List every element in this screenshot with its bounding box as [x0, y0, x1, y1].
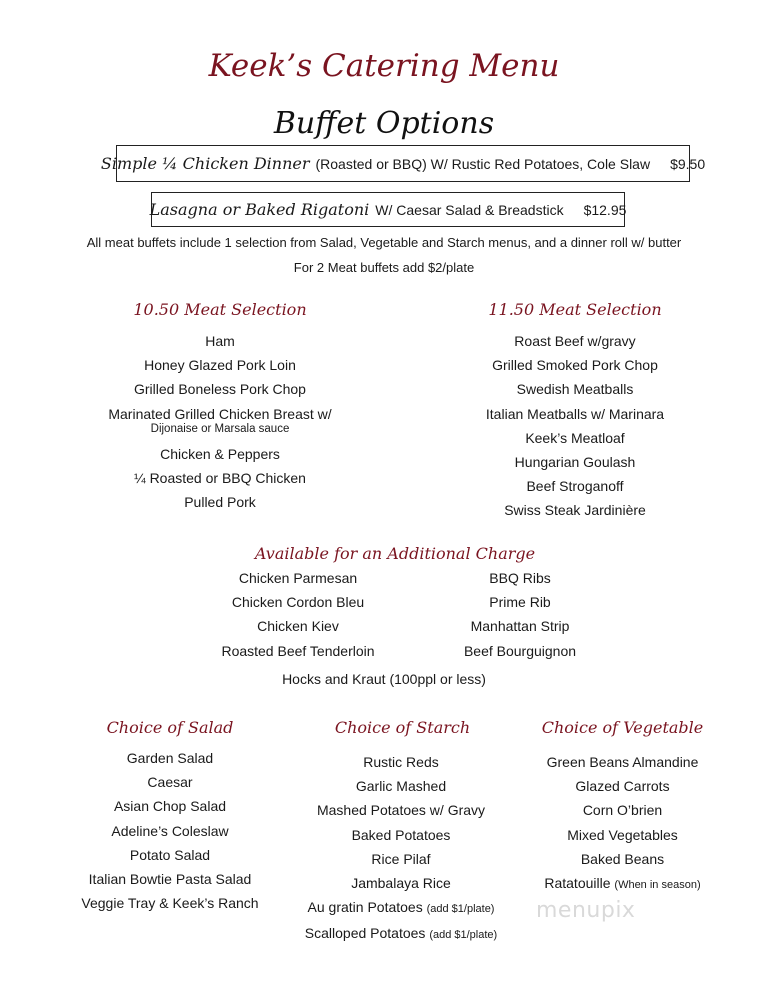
buffet-name: Simple ¼ Chicken Dinner [100, 154, 310, 173]
list-item: Keek’s Meatloaf [525, 429, 625, 446]
season-note: (When in season) [614, 879, 701, 892]
meat-1050-list [60, 329, 380, 514]
list-item: Italian Meatballs w/ Marinara [485, 405, 665, 422]
list-item: Chicken Kiev [257, 618, 339, 635]
buffet-box-lasagna [151, 192, 625, 227]
list-item: Mashed Potatoes w/ Gravy [316, 802, 486, 819]
list-item-label: Ratatouille [544, 875, 611, 892]
list-item-label: Au gratin Potatoes [307, 899, 423, 916]
list-item: Hungarian Goulash [514, 454, 636, 471]
sauce-note: Dijonaise or Marsala sauce [150, 422, 290, 435]
buffet-desc: (Roasted or BBQ) W/ Rustic Red Potatoes, Cole Slaw [315, 155, 651, 172]
list-item: Jambalaya Rice [351, 875, 451, 892]
list-item: BBQ Ribs [489, 570, 551, 586]
list-item: Roast Beef w/gravy [514, 333, 636, 349]
additional-right-list [420, 566, 620, 663]
list-item: Mixed Vegetables [567, 826, 678, 843]
list-item [505, 871, 740, 897]
list-item: Adeline’s Coleslaw [111, 822, 229, 839]
list-item: Beef Bourguignon [463, 642, 577, 659]
buffet-desc: W/ Caesar Salad & Breadstick [375, 201, 564, 218]
list-item-label: Marinated Grilled Chicken Breast w/ [108, 405, 332, 422]
vegetable-list [505, 750, 740, 897]
meat-1150-heading: 11.50 Meat Selection [488, 300, 662, 319]
vegetable-heading: Choice of Vegetable [541, 718, 704, 737]
list-item: Chicken Parmesan [238, 570, 358, 586]
starch-heading: Choice of Starch [334, 718, 471, 737]
list-item: Caesar [147, 774, 193, 791]
list-item: Beef Stroganoff [526, 478, 624, 495]
price-note: (add $1/plate) [426, 903, 495, 916]
salad-list [50, 746, 290, 915]
list-item: Honey Glazed Pork Loin [144, 357, 296, 374]
list-item: Glazed Carrots [575, 778, 670, 795]
salad-heading: Choice of Salad [106, 718, 234, 737]
list-item: Prime Rib [489, 594, 551, 611]
list-item: Pulled Pork [184, 494, 256, 511]
list-item: Veggie Tray & Keek’s Ranch [81, 895, 259, 912]
list-item: Rice Pilaf [371, 850, 431, 867]
meat-1050-heading: 10.50 Meat Selection [133, 300, 307, 319]
page-title: Keek’s Catering Menu [208, 48, 560, 84]
list-item: Manhattan Strip [470, 618, 570, 635]
list-item: Baked Beans [580, 850, 665, 867]
page-subtitle: Buffet Options [273, 106, 495, 141]
list-item: Chicken Cordon Bleu [231, 594, 365, 611]
list-item: Ham [205, 333, 235, 349]
list-item: Swiss Steak Jardinière [504, 502, 646, 519]
list-item: Garden Salad [126, 750, 214, 766]
watermark-logo: menupix [536, 898, 636, 923]
list-item: Green Beans Almandine [546, 754, 699, 770]
buffet-name: Lasagna or Baked Rigatoni [149, 200, 370, 219]
buffet-box-chicken [100, 145, 706, 182]
buffet-price: $9.50 [670, 155, 706, 172]
list-item [60, 402, 380, 442]
list-item: Baked Potatoes [351, 826, 451, 843]
list-item: Corn O’brien [582, 802, 663, 819]
list-item [280, 921, 522, 947]
additional-heading: Available for an Additional Charge [254, 544, 536, 563]
list-item-label: Scalloped Potatoes [304, 925, 426, 942]
additional-left-list [180, 566, 416, 663]
two-meat-note: For 2 Meat buffets add $2/plate [293, 260, 475, 275]
list-item: Potato Salad [129, 846, 211, 863]
list-item: Grilled Boneless Pork Chop [134, 381, 306, 398]
list-item: Roasted Beef Tenderloin [221, 642, 375, 659]
list-item: Asian Chop Salad [113, 798, 227, 815]
starch-list [280, 750, 522, 948]
price-note: (add $1/plate) [429, 929, 498, 942]
meat-1150-list [420, 329, 730, 523]
list-item: ¼ Roasted or BBQ Chicken [134, 469, 306, 486]
list-item: Grilled Smoked Pork Chop [492, 357, 658, 374]
list-item: Rustic Reds [363, 754, 439, 770]
list-item: Swedish Meatballs [516, 381, 634, 398]
buffet-price: $12.95 [583, 201, 627, 218]
list-item [280, 895, 522, 921]
buffet-note: All meat buffets include 1 selection from Salad, Vegetable and Starch menus, and a dinner roll w/ butter [86, 235, 682, 250]
hocks-and-kraut: Hocks and Kraut (100ppl or less) [282, 671, 486, 687]
list-item: Chicken & Peppers [160, 445, 280, 462]
list-item: Garlic Mashed [355, 778, 447, 795]
list-item: Italian Bowtie Pasta Salad [88, 871, 252, 888]
